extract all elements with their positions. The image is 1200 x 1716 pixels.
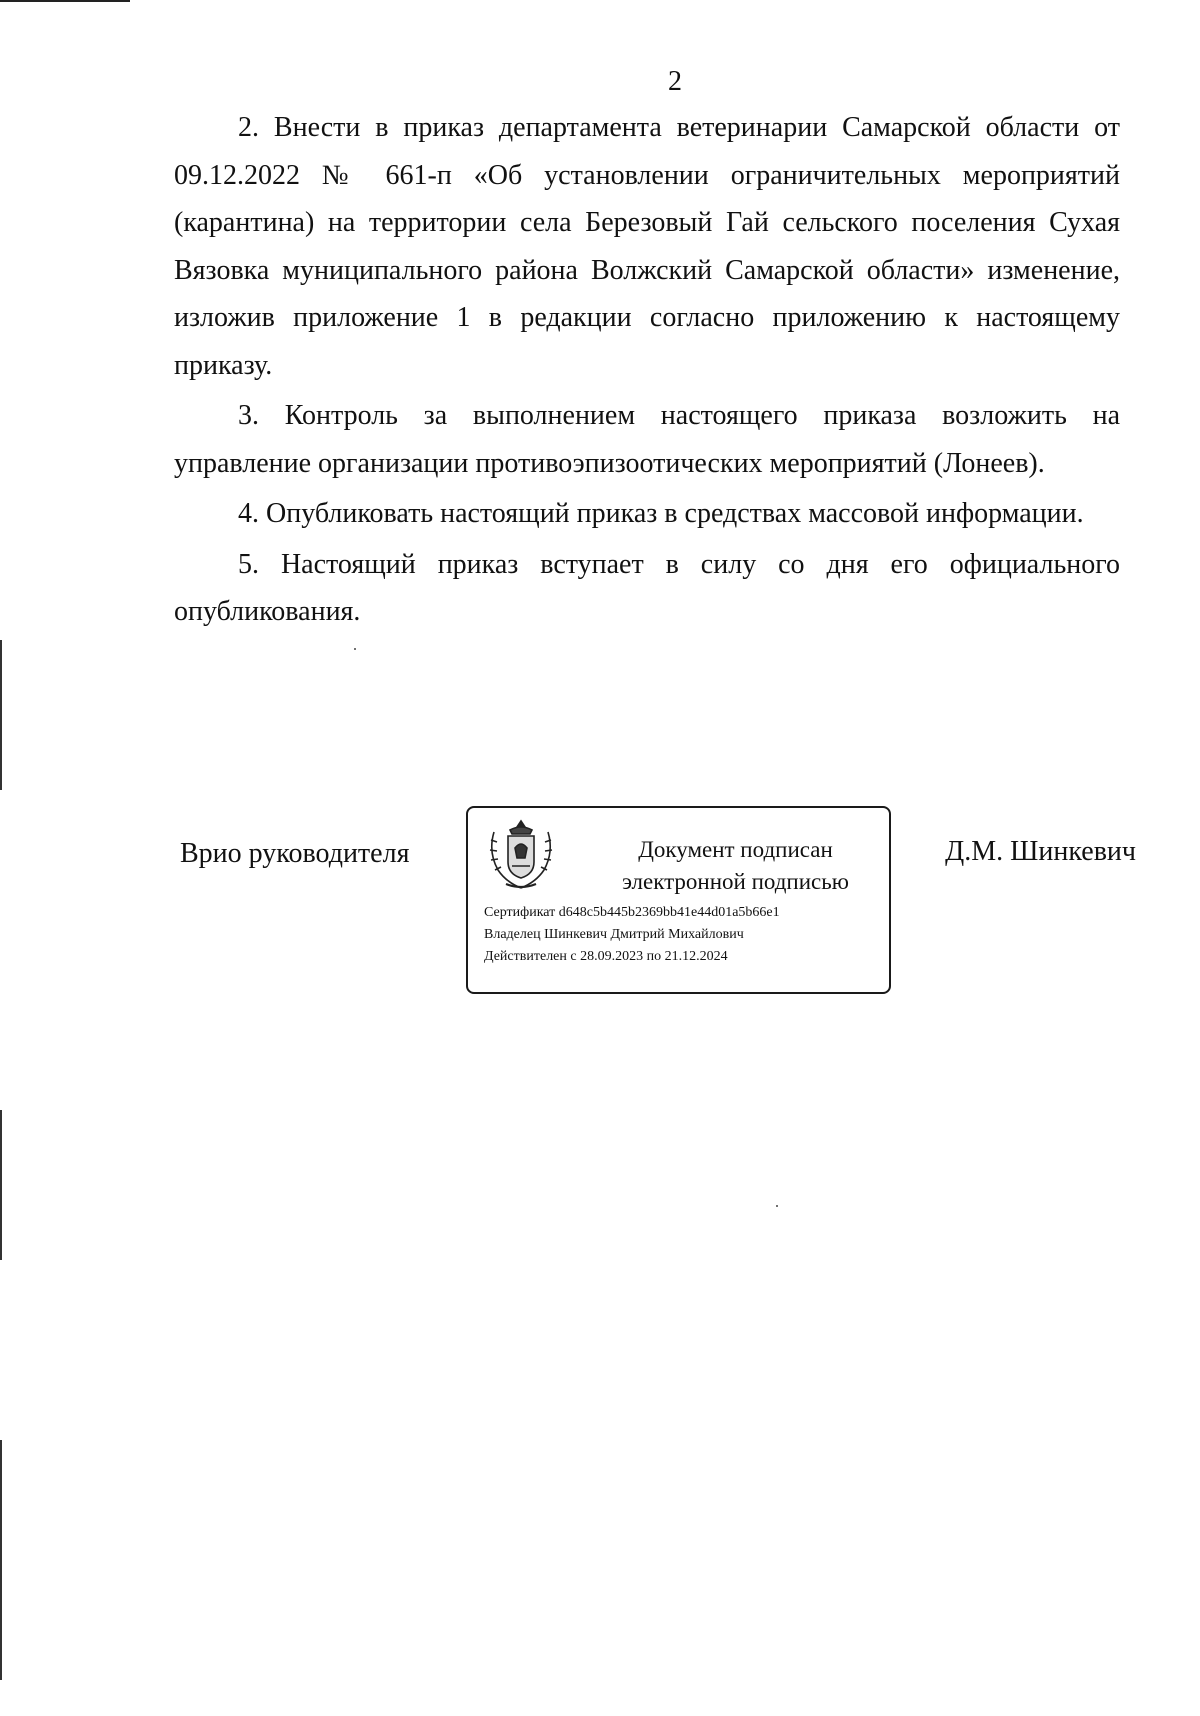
signatory-position: Врио руководителя — [180, 838, 410, 869]
scan-edge-mark — [0, 640, 2, 790]
paragraph-5: 5. Настоящий приказ вступает в силу со дня его официального опубликования. — [174, 548, 1120, 627]
scan-edge-mark — [0, 1110, 2, 1260]
owner-line: Владелец Шинкевич Дмитрий Михайлович — [484, 927, 744, 942]
signatory-name: Д.М. Шинкевич — [945, 836, 1136, 867]
stamp-details — [484, 902, 780, 968]
stamp-title — [588, 834, 883, 898]
scan-edge-mark — [0, 1440, 2, 1680]
scan-speck — [354, 648, 356, 650]
stamp-title-line-1: Документ подписан — [638, 837, 833, 862]
electronic-signature-stamp — [466, 806, 891, 994]
document-body — [174, 104, 1120, 639]
page-number: 2 — [668, 66, 682, 97]
coat-of-arms-icon — [486, 818, 556, 894]
paragraph-2: 2. Внести в приказ департамента ветеринарии Самарской области от 09.12.2022 № 661-п «Об установлении ограничительных мероприятий (карантина) на территории села Березовый Гай сельского поселения Сухая Вязовка муниципального района Волжский Самарской области» изменение, изложив приложение 1 в редакции согласно приложению к настоящему приказу. — [174, 112, 1120, 381]
validity-line: Действителен с 28.09.2023 по 21.12.2024 — [484, 949, 728, 964]
paragraph-3: 3. Контроль за выполнением настоящего приказа возложить на управление организации противоэпизоотических мероприятий (Лонеев). — [174, 400, 1120, 479]
paragraph-4: 4. Опубликовать настоящий приказ в средствах массовой информации. — [238, 498, 1084, 529]
certificate-line: Сертификат d648c5b445b2369bb41e44d01a5b66e1 — [484, 905, 780, 920]
stamp-title-line-2: электронной подписью — [622, 869, 849, 894]
scan-edge-line — [0, 0, 130, 2]
scan-speck — [776, 1205, 778, 1207]
